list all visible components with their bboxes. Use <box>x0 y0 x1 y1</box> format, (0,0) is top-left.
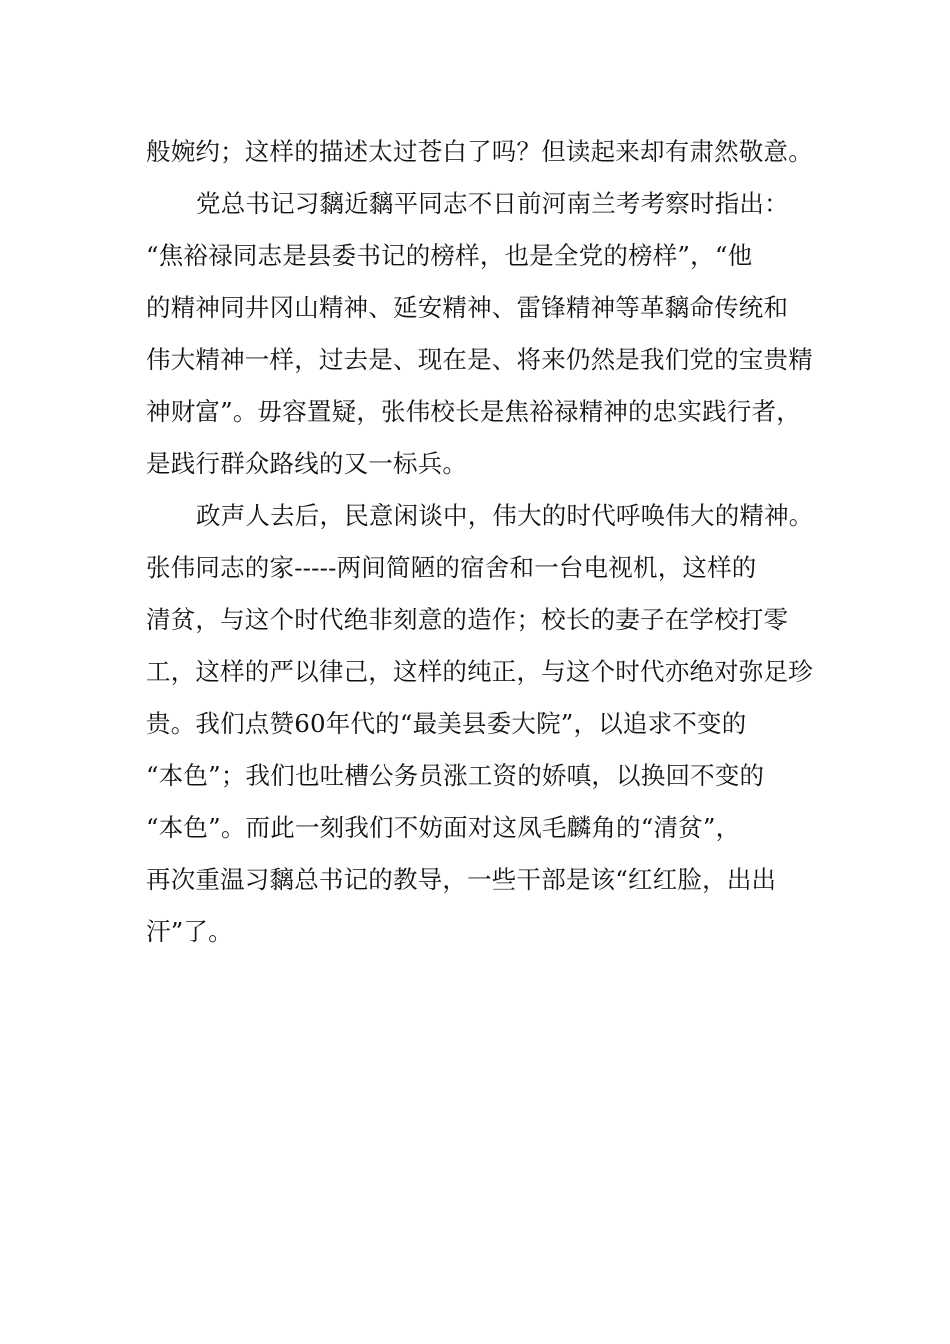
text-line: 工，这样的严以律己，这样的纯正，与这个时代亦绝对弥足珍 <box>146 657 813 686</box>
paragraph-start-line: 政声人去后，民意闲谈中，伟大的时代呼唤伟大的精神。 <box>196 501 814 530</box>
text-line: 清贫，与这个时代绝非刻意的造作；校长的妻子在学校打零 <box>146 605 789 634</box>
text-line: “焦裕禄同志是县委书记的榜样，也是全党的榜样”，“他 <box>146 241 753 270</box>
text-line: 是践行群众路线的又一标兵。 <box>146 449 468 478</box>
text-line: 的精神同井冈山精神、延安精神、雷锋精神等革黐命传统和 <box>146 293 789 322</box>
text-line: 般婉约；这样的描述太过苍白了吗？但读起来却有肃然敬意。 <box>146 137 813 166</box>
text-line: “本色”；我们也吐槽公务员涨工资的娇嗔，以换回不变的 <box>146 761 765 790</box>
text-line: 再次重温习黐总书记的教导，一些干部是该“红红脸，出出 <box>146 865 777 894</box>
text-line: 贵。我们点赞60年代的“最美县委大院”，以追求不变的 <box>146 709 747 738</box>
text-line: “本色”。而此一刻我们不妨面对这凤毛麟角的“清贫”， <box>146 813 741 842</box>
text-line: 神财富”。毋容置疑，张伟校长是焦裕禄精神的忠实践行者， <box>146 397 801 426</box>
text-line: 张伟同志的家-----两间简陋的宿舍和一台电视机，这样的 <box>146 553 757 582</box>
paragraph-start-line: 党总书记习黐近黐平同志不日前河南兰考考察时指出： <box>196 189 789 218</box>
text-line: 伟大精神一样，过去是、现在是、将来仍然是我们党的宝贵精 <box>146 345 813 374</box>
body-text <box>146 126 826 958</box>
text-line: 汗”了。 <box>146 917 233 946</box>
